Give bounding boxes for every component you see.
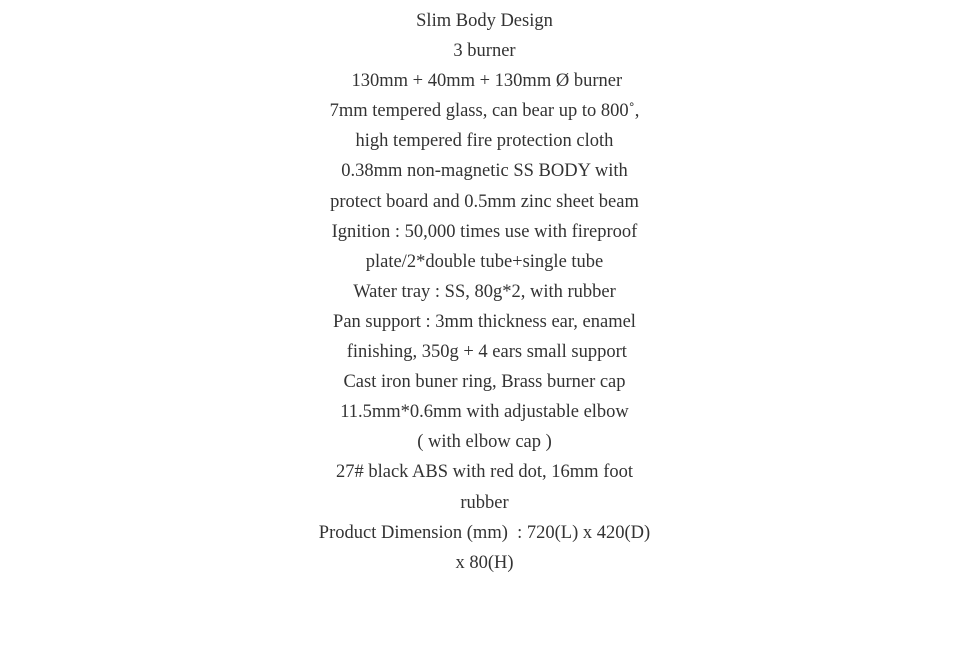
- spec-line-rubber: rubber: [460, 492, 509, 513]
- spec-line-dimension: Product Dimension (mm) : 720(L) x 420(D): [318, 522, 651, 543]
- spec-line-burner-sizes: 130mm + 40mm + 130mm Ø burner: [346, 71, 623, 92]
- spec-line-water-tray: Water tray : SS, 80g*2, with rubber: [353, 281, 616, 302]
- spec-line-body-board: protect board and 0.5mm zinc sheet beam: [330, 191, 639, 212]
- product-spec-list: [0, 6, 960, 578]
- spec-line-fire-cloth: high tempered fire protection cloth: [355, 131, 614, 152]
- spec-line-body: 0.38mm non-magnetic SS BODY with: [341, 161, 628, 182]
- spec-line-pan-support-finish: finishing, 350g + 4 ears small support: [342, 342, 627, 363]
- spec-line-burner-count: 3 burner: [453, 41, 516, 62]
- spec-line-ignition-plate: plate/2*double tube+single tube: [365, 251, 604, 272]
- spec-line-elbow-cap: ( with elbow cap ): [417, 432, 552, 453]
- spec-line-elbow: 11.5mm*0.6mm with adjustable elbow: [340, 402, 629, 423]
- spec-line-design: Slim Body Design: [416, 11, 553, 31]
- spec-line-ignition: Ignition : 50,000 times use with fireproof: [331, 221, 638, 242]
- spec-line-abs-foot: 27# black ABS with red dot, 16mm foot: [335, 462, 633, 483]
- spec-line-pan-support: Pan support : 3mm thickness ear, enamel: [333, 311, 636, 332]
- spec-line-glass: 7mm tempered glass, can bear up to 800˚,: [329, 101, 640, 122]
- spec-line-dimension-height: x 80(H): [455, 552, 514, 573]
- spec-line-burner-ring: Cast iron buner ring, Brass burner cap: [343, 372, 626, 393]
